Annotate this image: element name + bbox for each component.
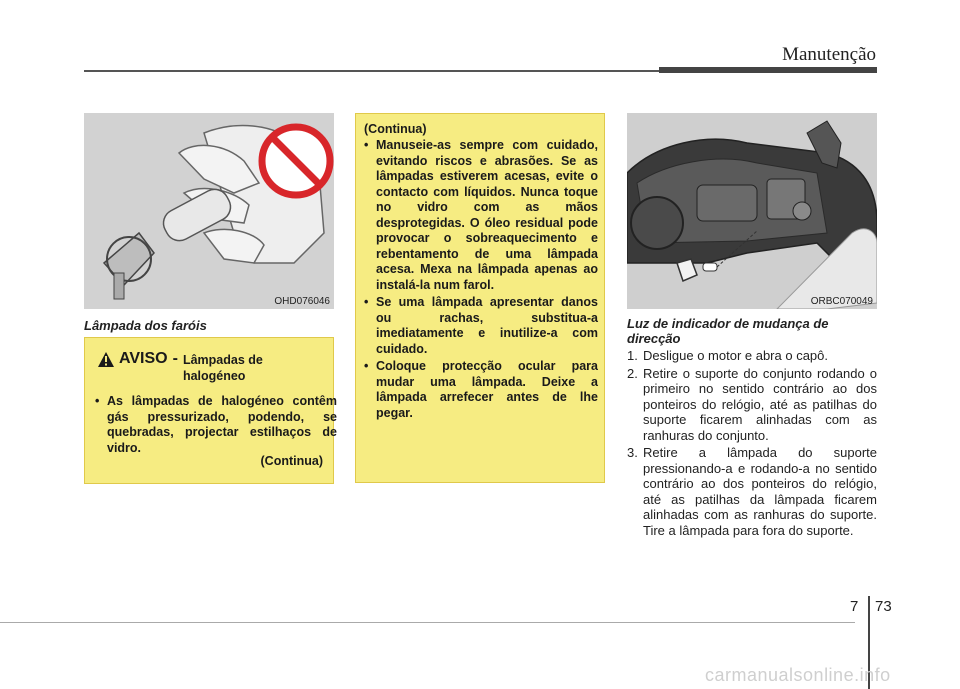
step-item (627, 366, 877, 444)
section-heading: Luz de indicador de mudança de direcção (627, 316, 829, 346)
step-item (627, 348, 877, 364)
warning-continued: (Continua) (260, 454, 323, 468)
step-number: 3. (627, 445, 638, 460)
warning-subject-line1: Lâmpadas de (182, 353, 263, 367)
warning-label: AVISO (119, 350, 168, 367)
warning-dash: - (172, 350, 178, 367)
step-text: Retire a lâmpada do suporte pressionando-a e rodando-a no sentido contrário ao dos ponteiros do relógio, até as patilhas da lâmpada ficarem alinhadas com as ranhuras do suporte. Tire a lâmpada para fora do suporte. (643, 445, 877, 538)
step-text: Retire o suporte do conjunto rodando o primeiro no sentido contrário ao dos ponteiros do relógio, até as patilhas do suporte ficarem alinhadas com as ranhuras do conjunto. (643, 365, 877, 443)
step-text: Desligue o motor e abra o capô. (643, 348, 828, 363)
halogen-bulb-illustration (84, 113, 334, 309)
page-number: 73 (875, 598, 892, 615)
figure-code: ORBC070049 (810, 296, 873, 307)
warning-item: • As lâmpadas de halogéneo contêm gás pressurizado, podendo, se quebradas, projectar estilhaços de vidro. (93, 394, 337, 456)
continued-title: (Continua) (364, 122, 427, 136)
warning-subject-line2: halogéneo (182, 368, 246, 383)
figure-caption: Lâmpada dos faróis (84, 318, 207, 333)
step-number: 2. (627, 365, 638, 381)
headlamp-illustration (627, 113, 877, 309)
chapter-number: 7 (850, 598, 859, 615)
step-number: 1. (627, 348, 638, 363)
continued-item: • Coloque protecção ocular para mudar uma lâmpada. Deixe a lâmpada arrefecer antes de lhe pegar. (362, 359, 598, 421)
steps-list (627, 348, 877, 540)
step-item (627, 445, 877, 538)
continued-item: • Manuseie-as sempre com cuidado, evitando riscos e abrasões. Se as lâmpadas estiverem acesas, evite o contacto com líquidos. Nunca toque no vidro com as mãos desprotegidas. O óleo residual pode provocar o sobreaquecimento e rebentamento de uma lâmpada acesa. Mexa na lâmpada apenas ao instalá-la num farol. (362, 138, 598, 293)
figure-code: OHD076046 (274, 296, 330, 307)
figure-halogen-bulb (84, 113, 334, 309)
warning-triangle-icon (97, 351, 115, 368)
continued-warning-box (355, 113, 605, 483)
continued-item: • Se uma lâmpada apresentar danos ou rachas, substitua-a imediatamente e inutilize-a com cuidado. (362, 295, 598, 357)
page-header-title: Manutenção (782, 44, 876, 65)
watermark: carmanualsonline.info (705, 665, 891, 685)
footer-rule (0, 622, 855, 623)
warning-box (84, 337, 337, 484)
figure-headlamp-assembly (627, 113, 877, 309)
header-rule (84, 70, 659, 72)
header-accent-bar (659, 67, 877, 73)
